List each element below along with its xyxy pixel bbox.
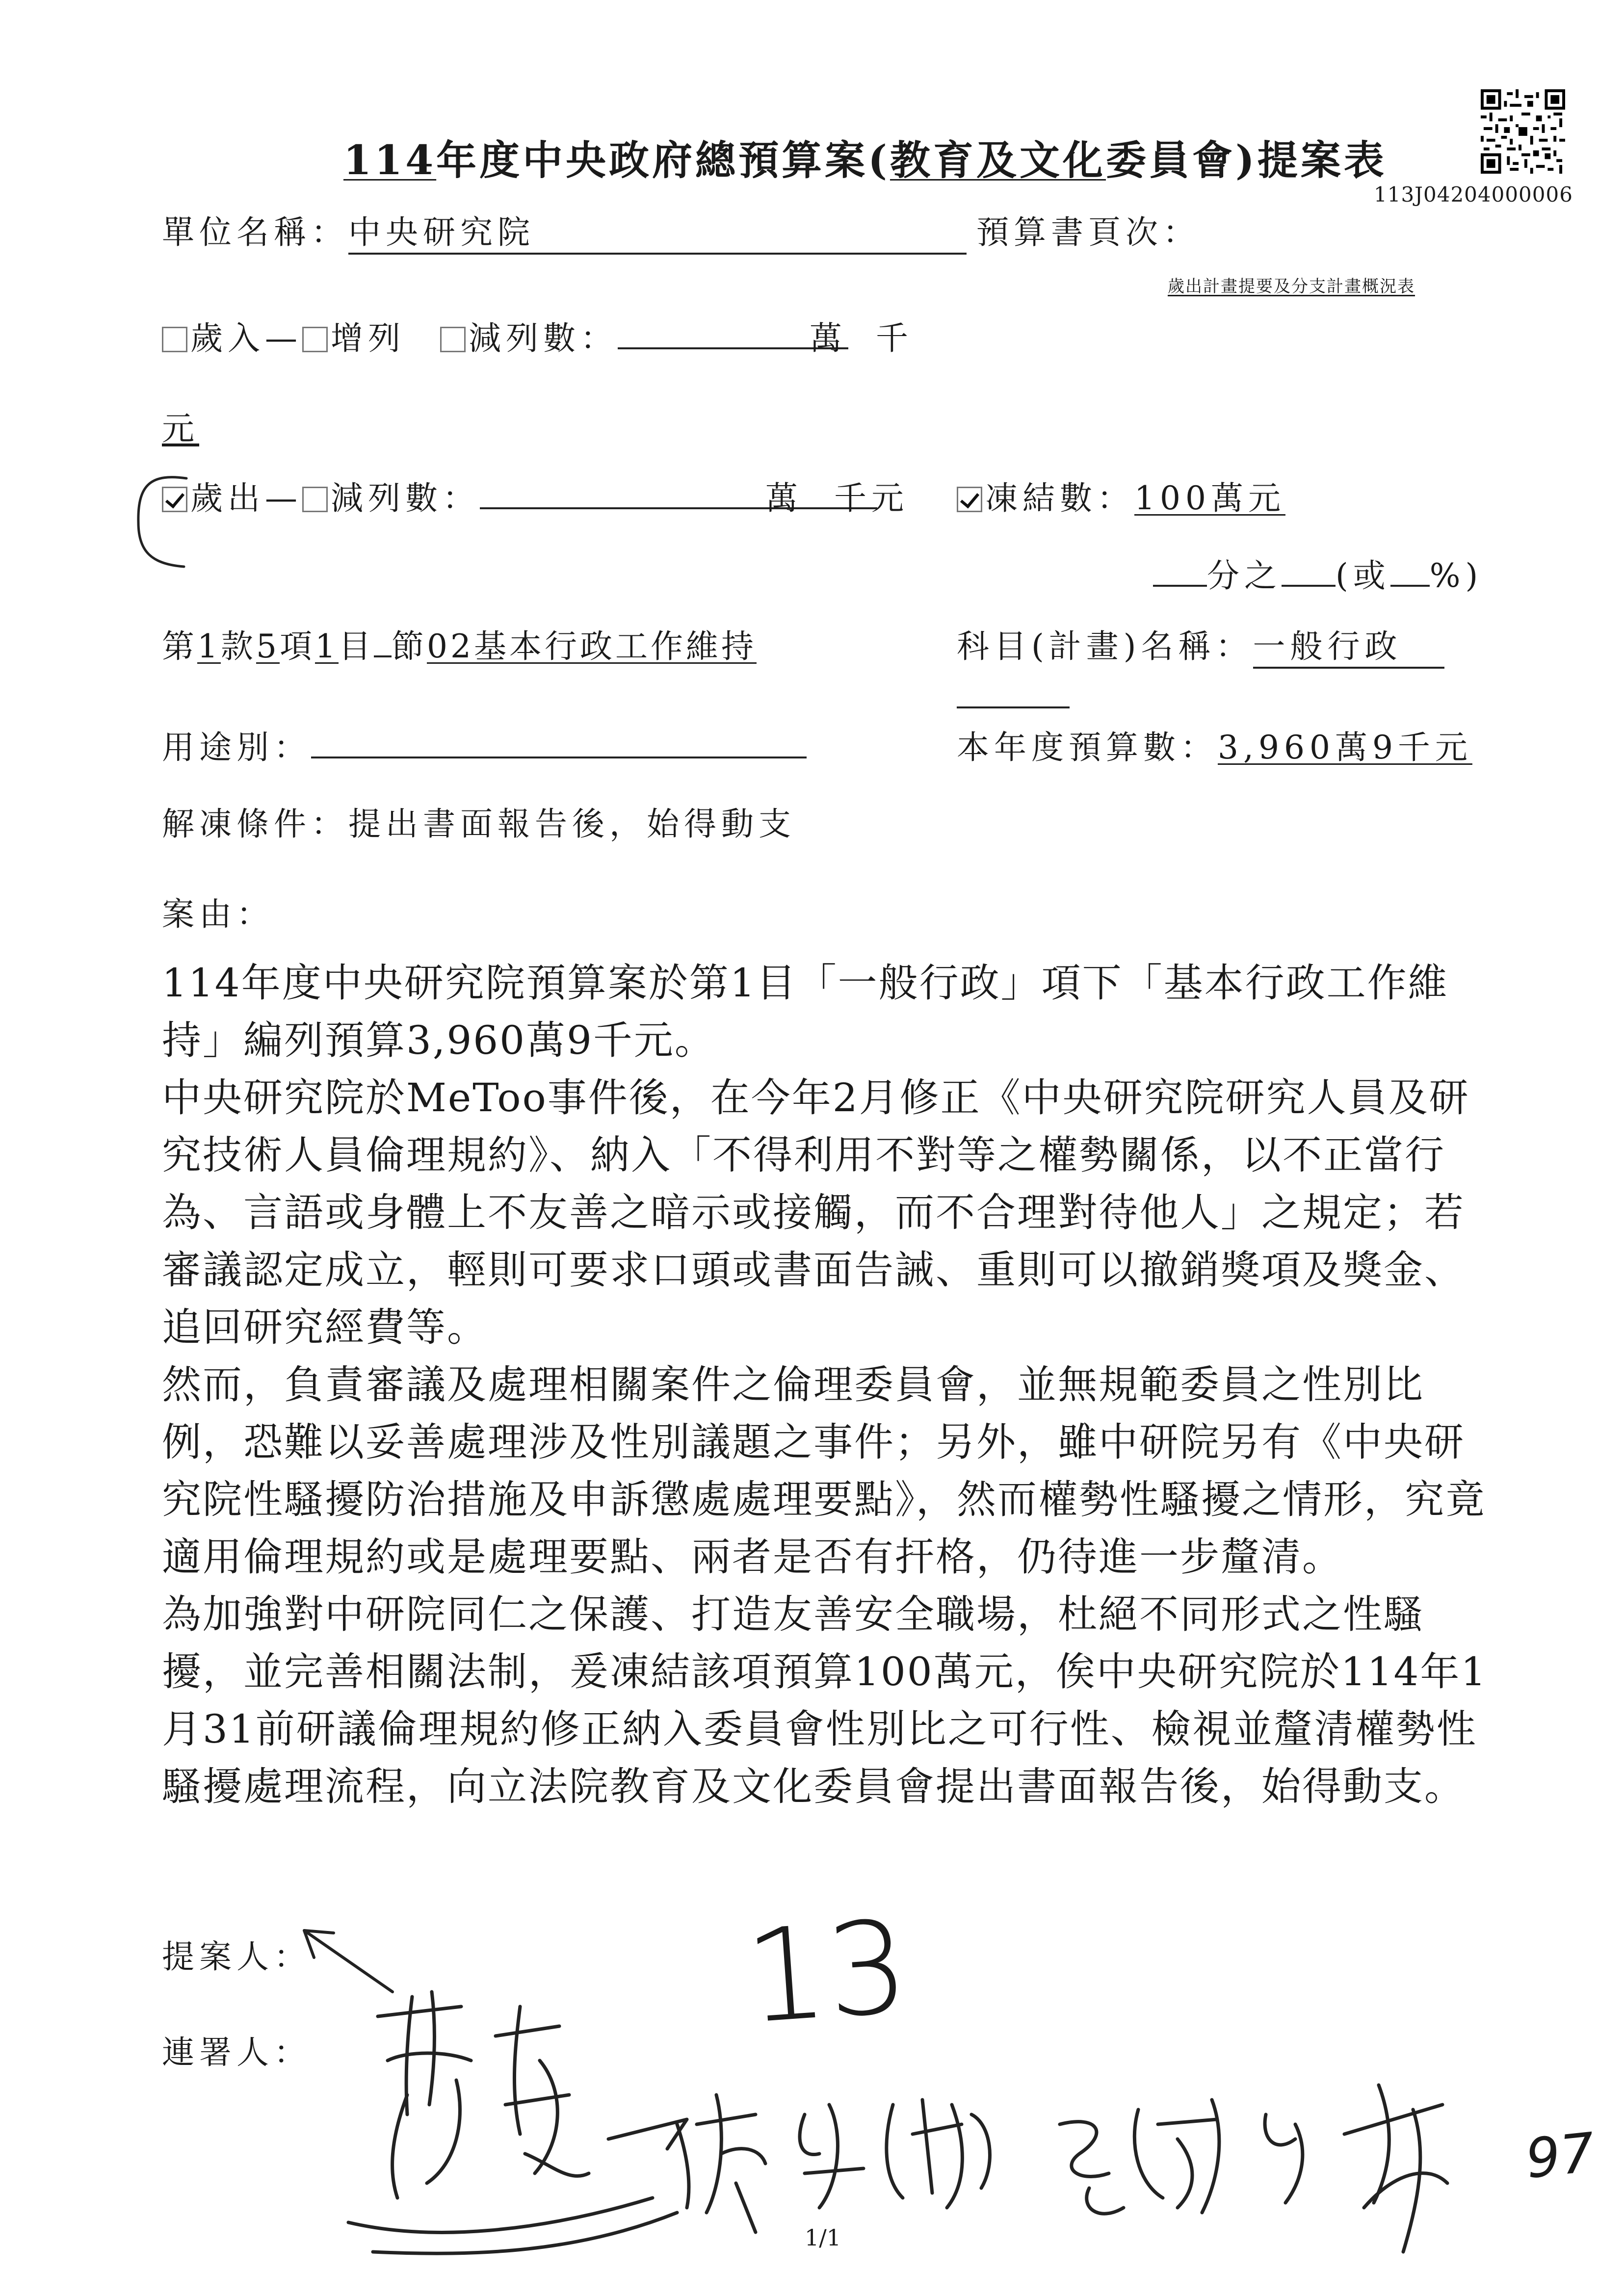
section-xiang: 5 <box>256 627 280 665</box>
reason-body <box>162 954 1496 1815</box>
unfreeze-label: 解凍條件： <box>162 805 348 843</box>
budget-row <box>957 721 1472 768</box>
reason-paragraph-4: 為加強對中研院同仁之保護、打造友善安全職場，杜絕不同形式之性騷擾，並完善相關法制，爰凍結該項預算100萬元，俟中央研究院於114年1月31前研議倫理規約修正納入委員會性別比之可行性、檢視並釐清權勢性騷擾處理流程，向立法院教育及文化委員會提出書面報告後，始得動支。 <box>162 1592 1488 1809</box>
section-row: 第1款5項1目 節02基本行政工作維持 <box>162 620 757 667</box>
proposer-label: 提案人： <box>162 1938 311 1976</box>
percent-field[interactable] <box>1390 552 1430 587</box>
handwritten-signatures <box>334 1977 1521 2276</box>
unit-value: 中央研究院 <box>348 206 967 255</box>
reason-label: 案由： <box>162 895 274 933</box>
subject-continuation-line <box>957 706 1070 708</box>
cosigner-label: 連署人： <box>162 2034 311 2071</box>
expense-decrease-checkbox[interactable] <box>302 487 328 512</box>
reason-paragraph-3: 然而，負責審議及處理相關案件之倫理委員會，並無規範委員之性別比例，恐難以妥善處理涉及性別議題之事件；另外，雖中研院另有《中央研究院性騷擾防治措施及申訴懲處處理要點》，然而權勢性騷擾之情形，究竟適用倫理規約或是處理要點、兩者是否有扞格，仍待進一步釐清。 <box>162 1362 1486 1580</box>
expense-label: 歲出— <box>190 479 302 517</box>
revenue-label: 歲入— <box>190 319 302 357</box>
qr-code-icon <box>1481 89 1565 174</box>
section-mu: 1 <box>315 627 339 665</box>
revenue-yuan: 元 <box>162 410 199 447</box>
section-jie-field[interactable] <box>374 623 392 657</box>
revenue-row <box>162 312 848 359</box>
unfreeze-value: 提出書面報告後，始得動支 <box>348 805 796 843</box>
subject-row <box>957 620 1444 669</box>
fraction-denominator-field[interactable] <box>1282 552 1336 587</box>
decrease-label: 減列數： <box>468 319 618 357</box>
fraction-text: 分之 <box>1207 557 1282 595</box>
expense-decrease-label: 減列數： <box>331 479 480 517</box>
handwritten-margin-number: 97 <box>1522 2121 1598 2191</box>
expense-qian-yuan: 千元 <box>834 479 909 517</box>
usage-field[interactable] <box>311 724 807 758</box>
expense-checkbox[interactable] <box>162 487 187 512</box>
revenue-qian: 千 <box>876 319 913 357</box>
percent-open: (或 <box>1336 557 1390 595</box>
increase-checkbox[interactable] <box>302 327 328 352</box>
page-number: 1/1 <box>805 2224 841 2251</box>
expense-wan: 萬 <box>765 479 803 517</box>
expense-amount-field[interactable] <box>480 475 877 509</box>
budget-value: 3,960萬9千元 <box>1218 729 1472 766</box>
title-end: )提案表 <box>1235 137 1387 184</box>
fraction-numerator-field[interactable] <box>1153 552 1207 587</box>
title-mid: 年度中央政府總預算案( <box>436 137 890 184</box>
reason-paragraph-2: 中央研究院於MeToo事件後，在今年2月修正《中央研究院研究人員及研究技術人員倫理規約》、納入「不得利用不對等之權勢關係，以不正當行為、言語或身體上不友善之暗示或接觸，而不合理對待他人」之規定；若審議認定成立，輕則可要求口頭或書面告誡、重則可以撤銷獎項及獎金、追回研究經費等。 <box>162 1075 1470 1350</box>
freeze-row <box>957 472 1285 519</box>
subject-label: 科目(計畫)名稱： <box>957 627 1253 665</box>
section-item: 02基本行政工作維持 <box>427 627 757 665</box>
usage-row <box>162 721 807 768</box>
unit-label: 單位名稱： <box>162 213 348 251</box>
decrease-checkbox[interactable] <box>440 327 466 352</box>
freeze-value: 100萬元 <box>1134 479 1285 517</box>
page-title <box>343 129 1387 186</box>
freeze-label: 凍結數： <box>985 479 1134 517</box>
reason-paragraph-1: 114年度中央研究院預算案於第1目「一般行政」項下「基本行政工作維持」編列預算3,960萬9千元。 <box>162 960 1449 1063</box>
title-committee: 教育及文化 <box>890 137 1106 184</box>
revenue-wan: 萬 <box>810 319 847 357</box>
increase-label: 增列 <box>331 319 405 357</box>
handwritten-number: 13 <box>740 1893 913 2053</box>
percent-close: %) <box>1429 557 1483 595</box>
unit-row <box>162 206 967 255</box>
document-code: 113J04204000006 <box>1374 183 1573 207</box>
title-after-committee: 委員會 <box>1106 137 1236 184</box>
unfreeze-row <box>162 798 796 844</box>
budget-page-note: 歲出計畫提要及分支計畫概況表 <box>1168 277 1415 296</box>
budget-label: 本年度預算數： <box>957 729 1218 766</box>
freeze-checkbox[interactable] <box>957 487 982 512</box>
revenue-checkbox[interactable] <box>162 327 187 352</box>
section-kuan: 1 <box>197 627 221 665</box>
usage-label: 用途別： <box>162 729 311 766</box>
subject-value: 一般行政 <box>1253 620 1444 669</box>
fraction-row <box>1153 549 1483 596</box>
budget-page-label: 預算書頁次： <box>976 213 1200 251</box>
title-year: 114 <box>343 137 437 184</box>
